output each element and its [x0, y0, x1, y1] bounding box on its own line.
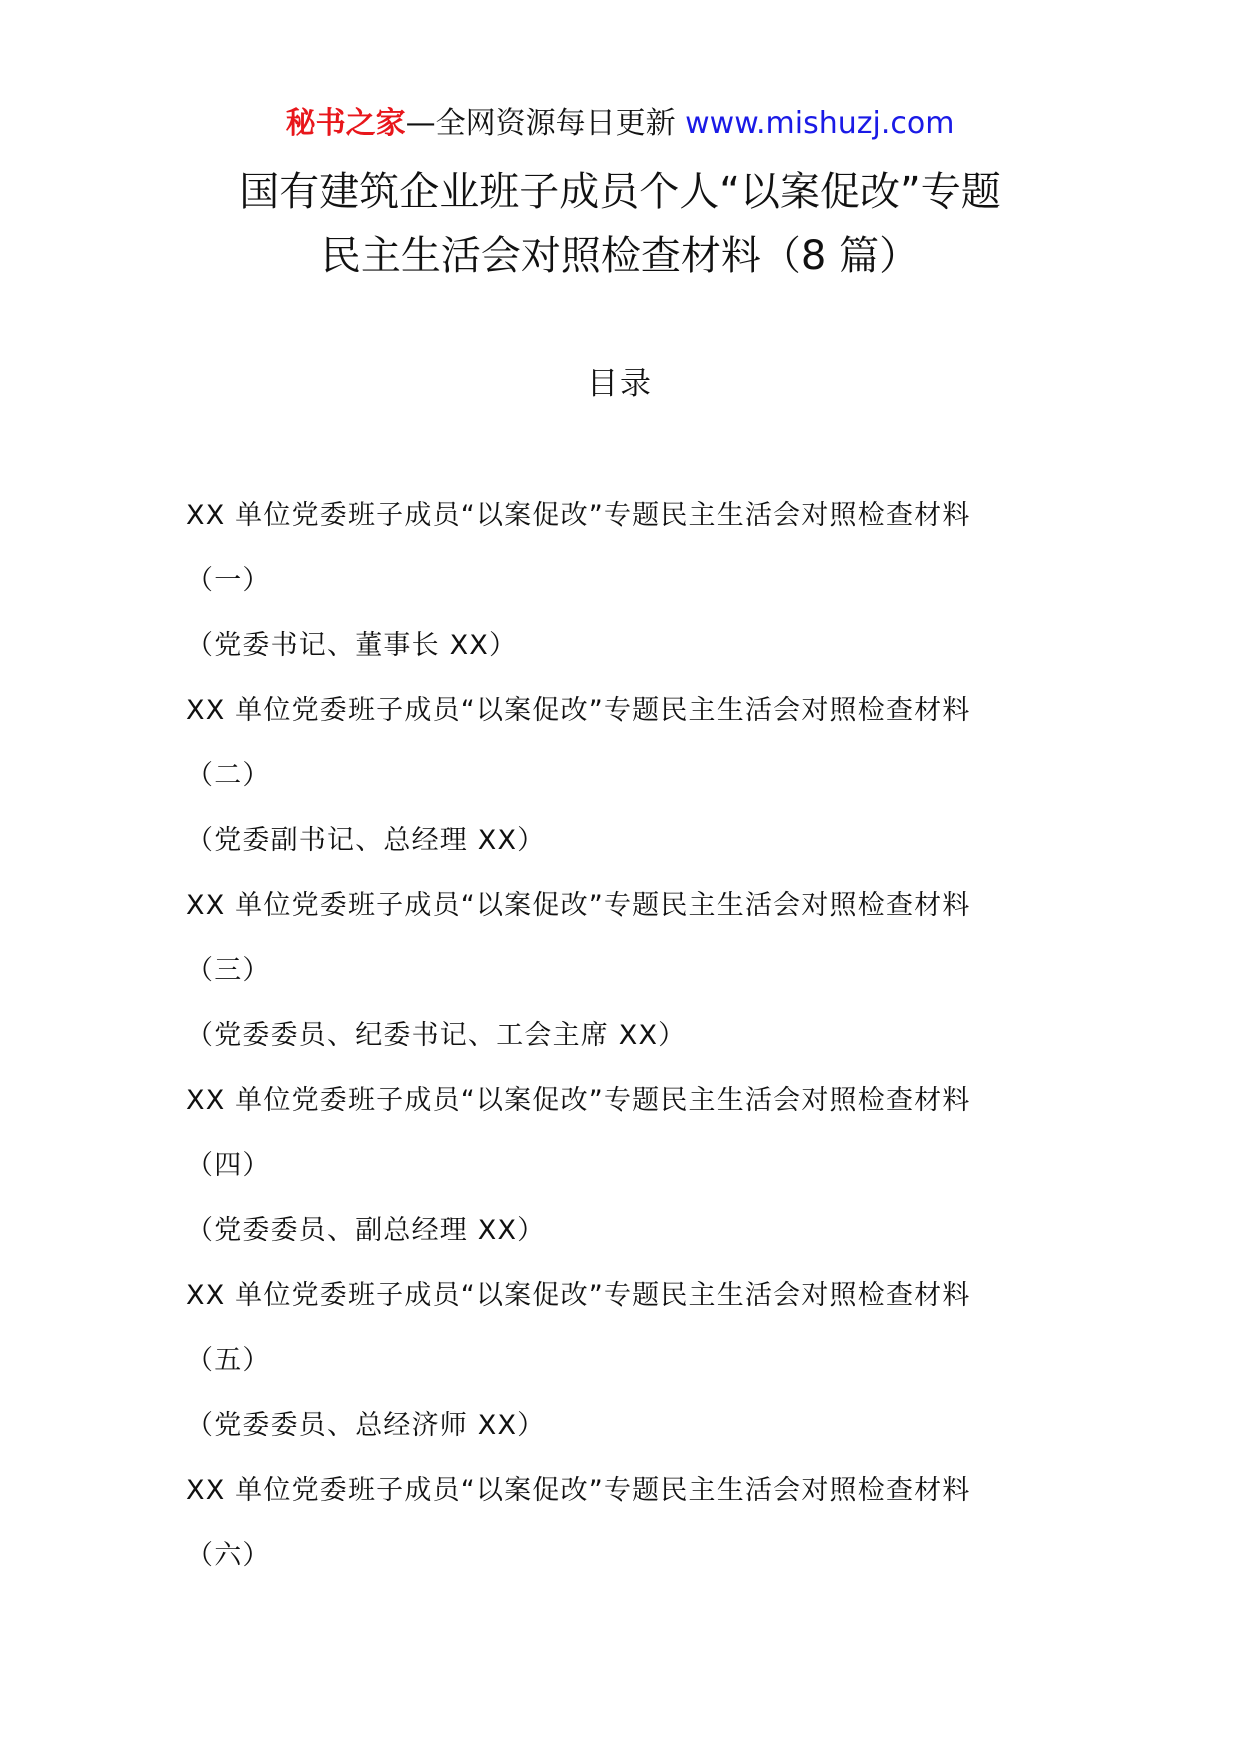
toc-entry-number: （四） [186, 1150, 271, 1181]
toc-entry-person: （党委书记、董事长 XX） [186, 630, 518, 661]
banner-tagline: —全网资源每日更新 [405, 106, 676, 141]
toc-entry-number: （五） [186, 1345, 271, 1376]
title-line-1: 国有建筑企业班子成员个人“以案促改”专题 [239, 169, 1001, 215]
toc-entry-person: （党委委员、副总经理 XX） [186, 1215, 546, 1246]
toc-entry-title: XX 单位党委班子成员“以案促改”专题民主生活会对照检查材料 [186, 1085, 971, 1116]
toc-entry-person: （党委副书记、总经理 XX） [186, 825, 546, 856]
toc-entry[interactable] [186, 1077, 1066, 1272]
toc-entry-title: XX 单位党委班子成员“以案促改”专题民主生活会对照检查材料 [186, 1280, 971, 1311]
title-line-2: 民主生活会对照检查材料（8 篇） [320, 233, 920, 279]
toc-entry-title: XX 单位党委班子成员“以案促改”专题民主生活会对照检查材料 [186, 890, 971, 921]
toc-entry[interactable] [186, 882, 1066, 1077]
document-title [0, 160, 1240, 288]
toc-entry[interactable] [186, 1272, 1066, 1467]
toc-entry-title: XX 单位党委班子成员“以案促改”专题民主生活会对照检查材料 [186, 695, 971, 726]
site-banner [0, 102, 1240, 146]
brand-name: 秘书之家 [285, 106, 406, 141]
toc-entry[interactable] [186, 492, 1066, 687]
toc-entry-number: （一） [186, 565, 271, 596]
table-of-contents [186, 492, 1066, 1597]
toc-entry[interactable] [186, 1467, 1066, 1597]
toc-entry-title: XX 单位党委班子成员“以案促改”专题民主生活会对照检查材料 [186, 500, 971, 531]
toc-entry-person: （党委委员、总经济师 XX） [186, 1410, 546, 1441]
site-url-link[interactable]: www.mishuzj.com [685, 106, 955, 141]
toc-entry-person: （党委委员、纪委书记、工会主席 XX） [186, 1020, 687, 1051]
toc-entry[interactable] [186, 687, 1066, 882]
toc-entry-number: （三） [186, 955, 271, 986]
toc-entry-title: XX 单位党委班子成员“以案促改”专题民主生活会对照检查材料 [186, 1475, 971, 1506]
toc-entry-number: （二） [186, 760, 271, 791]
toc-entry-number: （六） [186, 1540, 271, 1571]
toc-heading: 目录 [587, 366, 653, 402]
